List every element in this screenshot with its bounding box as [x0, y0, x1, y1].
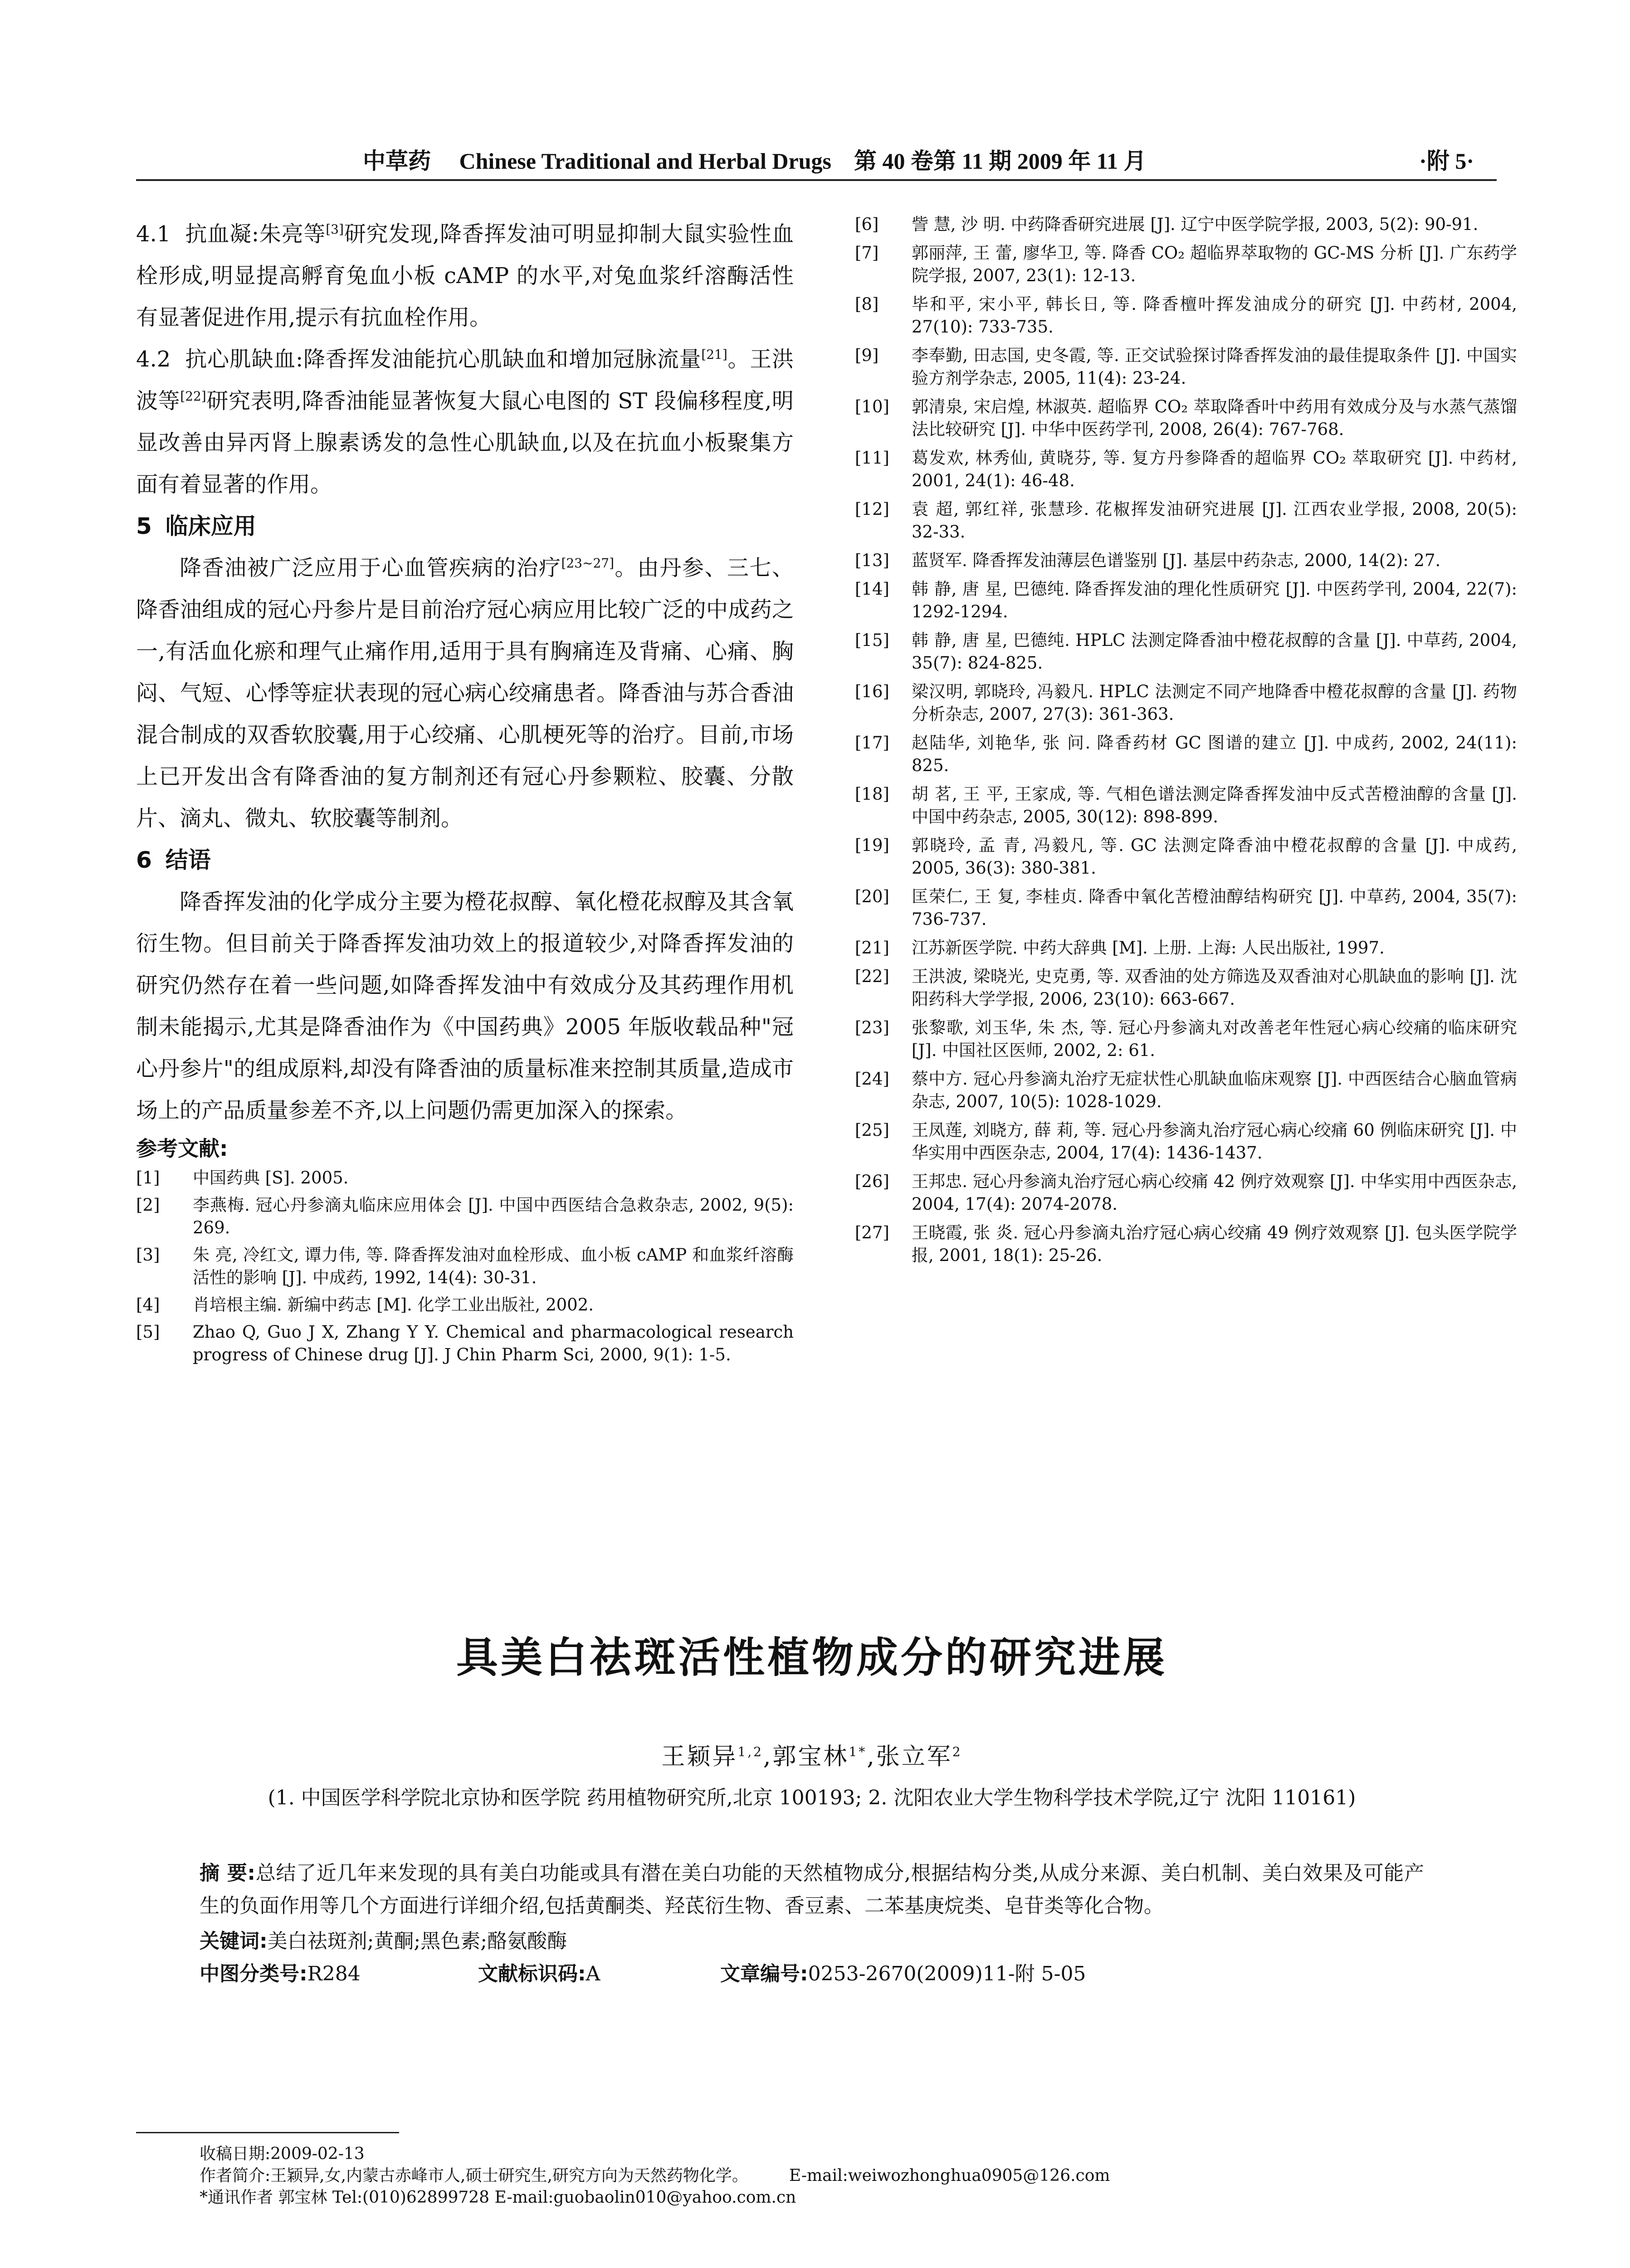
reference-text: 郭晓玲, 孟 青, 冯毅凡, 等. GC 法测定降香油中橙花叔醇的含量 [J]. 中成药, 2005, 36(3): 380-381.	[912, 836, 1517, 878]
reference-number: [7]	[855, 243, 879, 263]
section-heading-5: 5 临床应用	[136, 513, 256, 539]
footnotes	[200, 2143, 1469, 2209]
article-number: 文章编号:0253-2670(2009)11-附 5-05	[720, 1962, 1086, 1985]
reference-item	[136, 1294, 794, 1316]
reference-item	[855, 885, 1517, 931]
reference-item	[136, 1194, 794, 1239]
reference-number: [11]	[855, 448, 889, 468]
reference-text: 韩 静, 唐 星, 巴德纯. 降香挥发油的理化性质研究 [J]. 中医药学刊, 2004, 22(7): 1292-1294.	[912, 579, 1517, 621]
article-affiliations: (1. 中国医学科学院北京协和医学院 药用植物研究所,北京 100193; 2. 沈阳农业大学生物科学技术学院,辽宁 沈阳 110161)	[268, 1786, 1356, 1809]
reference-text: 王凤莲, 刘晓方, 薛 莉, 等. 冠心丹参滴丸治疗冠心病心绞痛 60 例临床研究 [J]. 中华实用中西医杂志, 2004, 17(4): 1436-1437.	[912, 1120, 1517, 1163]
journal-name-en: Chinese Traditional and Herbal Drugs	[459, 148, 831, 174]
reference-text: 王晓霞, 张 炎. 冠心丹参滴丸治疗冠心病心绞痛 49 例疗效观察 [J]. 包头医学院学报, 2001, 18(1): 25-26.	[912, 1223, 1517, 1265]
reference-text: 江苏新医学院. 中药大辞典 [M]. 上册. 上海: 人民出版社, 1997.	[912, 938, 1385, 958]
reference-text: 王洪波, 梁晓光, 史克勇, 等. 双香油的处方筛选及双香油对心肌缺血的影响 [J]. 沈阳药科大学学报, 2006, 23(10): 663-667.	[912, 967, 1517, 1009]
clc-code: 中图分类号:R284	[200, 1962, 361, 1985]
reference-item	[855, 447, 1517, 492]
reference-number: [25]	[855, 1120, 889, 1140]
reference-number: [19]	[855, 836, 889, 855]
reference-number: [8]	[855, 294, 879, 314]
reference-item	[855, 1222, 1517, 1267]
running-header	[136, 143, 1497, 181]
reference-item	[855, 549, 1517, 572]
reference-number: [14]	[855, 579, 889, 599]
reference-item	[855, 1068, 1517, 1113]
reference-text: 訾 慧, 沙 明. 中药降香研究进展 [J]. 辽宁中医学院学报, 2003, 5(2): 90-91.	[912, 215, 1479, 234]
reference-text: 肖培根主编. 新编中药志 [M]. 化学工业出版社, 2002.	[193, 1295, 594, 1315]
paragraph-6: 降香挥发油的化学成分主要为橙花叔醇、氧化橙花叔醇及其含氧衍生物。但目前关于降香挥发油功效上的报道较少,对降香挥发油的研究仍然存在着一些问题,如降香挥发油中有效成分及其药理作用机制未能揭示,尤其是降香油作为《中国药典》2005 年版收载品种"冠心丹参片"的组成原料,却没有降香油的质量标准来控制其质量,造成市场上的产品质量参差不齐,以上问题仍需更加深入的探索。	[136, 889, 794, 1123]
reference-item	[855, 732, 1517, 777]
reference-number: [2]	[136, 1195, 160, 1215]
reference-item	[855, 293, 1517, 338]
reference-number: [1]	[136, 1168, 160, 1188]
references-list-left	[136, 1167, 794, 1366]
paragraph-4-1: 4.1 抗血凝:朱亮等[3]研究发现,降香挥发油可明显抑制大鼠实验性血栓形成,明显提高孵育兔血小板 cAMP 的水平,对兔血浆纤溶酶活性有显著促进作用,提示有抗血栓作用。	[136, 221, 794, 330]
reference-number: [3]	[136, 1245, 160, 1265]
journal-line	[363, 143, 1146, 176]
references-title: 参考文献:	[136, 1136, 228, 1161]
references-list-right	[855, 213, 1517, 1267]
reference-number: [6]	[855, 215, 879, 234]
reference-number: [24]	[855, 1069, 889, 1089]
right-column	[855, 213, 1517, 1273]
reference-item	[855, 1119, 1517, 1164]
author-email: E-mail:weiwozhonghua0905@126.com	[789, 2166, 1110, 2185]
reference-text: 张黎歌, 刘玉华, 朱 杰, 等. 冠心丹参滴丸对改善老年性冠心病心绞痛的临床研究 [J]. 中国社区医师, 2002, 2: 61.	[912, 1018, 1517, 1060]
reference-item	[855, 629, 1517, 675]
reference-text: Zhao Q, Guo J X, Zhang Y Y. Chemical and pharmacological research progress of Chinese drug [J]. J Chin Pharm Sci, 2000, 9(1): 1-5.	[193, 1322, 794, 1364]
reference-number: [21]	[855, 938, 889, 958]
reference-text: 胡 茗, 王 平, 王家成, 等. 气相色谱法测定降香挥发油中反式苦橙油醇的含量 [J]. 中国中药杂志, 2005, 30(12): 898-899.	[912, 784, 1517, 826]
journal-name-cn: 中草药	[363, 148, 431, 174]
reference-item	[855, 937, 1517, 959]
reference-text: 郭丽萍, 王 蕾, 廖华卫, 等. 降香 CO₂ 超临界萃取物的 GC-MS 分析 [J]. 广东药学院学报, 2007, 23(1): 12-13.	[912, 243, 1517, 285]
reference-number: [10]	[855, 397, 889, 416]
issue-info: 第 40 卷第 11 期 2009 年 11 月	[854, 148, 1147, 174]
reference-text: 李燕梅. 冠心丹参滴丸临床应用体会 [J]. 中国中西医结合急救杂志, 2002, 9(5): 269.	[193, 1195, 794, 1237]
paragraph-4-2: 4.2 抗心肌缺血:降香挥发油能抗心肌缺血和增加冠脉流量[21]。王洪波等[22]研究表明,降香油能显著恢复大鼠心电图的 ST 段偏移程度,明显改善由异丙肾上腺素诱发的急性心肌缺血,以及在抗血小板聚集方面有着显著的作用。	[136, 347, 794, 497]
reference-text: 朱 亮, 冷红文, 谭力伟, 等. 降香挥发油对血栓形成、血小板 cAMP 和血浆纤溶酶活性的影响 [J]. 中成药, 1992, 14(4): 30-31.	[193, 1245, 794, 1287]
reference-item	[136, 1167, 794, 1189]
keywords-text: 美白祛斑剂;黄酮;黑色素;酪氨酸酶	[267, 1930, 567, 1953]
reference-text: 葛发欢, 林秀仙, 黄晓芬, 等. 复方丹参降香的超临界 CO₂ 萃取研究 [J]. 中药材, 2001, 24(1): 46-48.	[912, 448, 1517, 490]
abstract-label: 摘 要:	[200, 1862, 255, 1885]
reference-item	[855, 1017, 1517, 1062]
reference-text: 袁 超, 郭红祥, 张慧珍. 花椒挥发油研究进展 [J]. 江西农业学报, 2008, 20(5): 32-33.	[912, 499, 1517, 542]
reference-text: 郭清泉, 宋启煌, 林淑英. 超临界 CO₂ 萃取降香叶中药用有效成分及与水蒸气蒸馏法比较研究 [J]. 中华中医药学刊, 2008, 26(4): 767-768.	[912, 397, 1517, 439]
classification-line	[200, 1958, 1424, 1990]
reference-text: 李奉勤, 田志国, 史冬霞, 等. 正交试验探讨降香挥发油的最佳提取条件 [J]. 中国实验方剂学杂志, 2005, 11(4): 23-24.	[912, 346, 1517, 388]
reference-text: 梁汉明, 郭晓玲, 冯毅凡. HPLC 法测定不同产地降香中橙花叔醇的含量 [J]. 药物分析杂志, 2007, 27(3): 361-363.	[912, 682, 1517, 724]
keywords-label: 关键词:	[200, 1930, 268, 1953]
reference-number: [27]	[855, 1223, 889, 1242]
reference-item	[855, 965, 1517, 1011]
reference-item	[855, 680, 1517, 726]
reference-number: [13]	[855, 551, 889, 570]
left-column	[136, 213, 794, 1371]
new-article	[136, 1628, 1488, 1990]
reference-number: [18]	[855, 784, 889, 804]
reference-text: 匡荣仁, 王 复, 李桂贞. 降香中氧化苦橙油醇结构研究 [J]. 中草药, 2004, 35(7): 736-737.	[912, 887, 1517, 929]
reference-text: 韩 静, 唐 星, 巴德纯. HPLC 法测定降香油中橙花叔醇的含量 [J]. 中草药, 2004, 35(7): 824-825.	[912, 631, 1517, 673]
reference-number: [22]	[855, 967, 889, 986]
reference-item	[855, 242, 1517, 287]
reference-text: 赵陆华, 刘艳华, 张 问. 降香药材 GC 图谱的建立 [J]. 中成药, 2002, 24(11): 825.	[912, 733, 1517, 775]
reference-number: [9]	[855, 346, 879, 365]
abstract-text: 总结了近几年来发现的具有美白功能或具有潜在美白功能的天然植物成分,根据结构分类,从成分来源、美白机制、美白效果及可能产生的负面作用等几个方面进行详细介绍,包括黄酮类、羟茋衍生物、香豆素、二苯基庚烷类、皂苷类等化合物。	[200, 1862, 1424, 1917]
reference-number: [12]	[855, 499, 889, 519]
page-number: ·附 5·	[1419, 148, 1474, 174]
footnote-divider	[136, 2132, 399, 2133]
reference-item	[855, 834, 1517, 880]
reference-number: [4]	[136, 1295, 160, 1315]
section-heading-6: 6 结语	[136, 847, 211, 873]
reference-item	[855, 783, 1517, 828]
article-authors: 王颖异$^{1,2}$,郭宝林$^{1*}$,张立军$^2$	[661, 1743, 962, 1770]
reference-number: [16]	[855, 682, 889, 701]
abstract	[200, 1857, 1424, 1922]
reference-text: 蓝贤军. 降香挥发油薄层色谱鉴别 [J]. 基层中药杂志, 2000, 14(2): 27.	[912, 551, 1441, 570]
corresponding-author: *通讯作者 郭宝林 Tel:(010)62899728 E-mail:guobaolin010@yahoo.com.cn	[200, 2188, 796, 2207]
reference-number: [15]	[855, 631, 889, 650]
reference-item	[855, 344, 1517, 390]
reference-number: [20]	[855, 887, 889, 906]
author-bio: 作者简介:王颖异,女,内蒙古赤峰市人,硕士研究生,研究方向为天然药物化学。 E-mail:weiwozhonghua0905@126.com	[200, 2166, 1110, 2185]
reference-item	[855, 578, 1517, 623]
reference-item	[136, 1244, 794, 1289]
reference-item	[136, 1321, 794, 1366]
paragraph-5: 降香油被广泛应用于心血管疾病的治疗[23~27]。由丹参、三七、降香油组成的冠心丹参片是目前治疗冠心病应用比较广泛的中成药之一,有活血化瘀和理气止痛作用,适用于具有胸痛连及背痛、心痛、胸闷、气短、心悸等症状表现的冠心病心绞痛患者。降香油与苏合香油混合制成的双香软胶囊,用于心绞痛、心肌梗死等的治疗。目前,市场上已开发出含有降香油的复方制剂还有冠心丹参颗粒、胶囊、分散片、滴丸、微丸、软胶囊等制剂。	[136, 555, 794, 831]
reference-number: [5]	[136, 1322, 160, 1342]
article-title: 具美白祛斑活性植物成分的研究进展	[456, 1633, 1167, 1682]
keywords	[200, 1925, 1424, 1958]
reference-text: 中国药典 [S]. 2005.	[193, 1168, 349, 1188]
reference-item	[855, 213, 1517, 236]
reference-number: [23]	[855, 1018, 889, 1037]
reference-number: [26]	[855, 1172, 889, 1191]
reference-number: [17]	[855, 733, 889, 753]
reference-text: 蔡中方. 冠心丹参滴丸治疗无症状性心肌缺血临床观察 [J]. 中西医结合心脑血管病杂志, 2007, 10(5): 1028-1029.	[912, 1069, 1517, 1111]
reference-item	[855, 1170, 1517, 1216]
received-date: 收稿日期:2009-02-13	[200, 2145, 365, 2163]
reference-item	[855, 396, 1517, 441]
reference-text: 王邦忠. 冠心丹参滴丸治疗冠心病心绞痛 42 例疗效观察 [J]. 中华实用中西医杂志, 2004, 17(4): 2074-2078.	[912, 1172, 1517, 1214]
reference-item	[855, 498, 1517, 543]
document-code: 文献标识码:A	[478, 1962, 600, 1985]
reference-text: 毕和平, 宋小平, 韩长日, 等. 降香檀叶挥发油成分的研究 [J]. 中药材, 2004, 27(10): 733-735.	[912, 294, 1517, 337]
